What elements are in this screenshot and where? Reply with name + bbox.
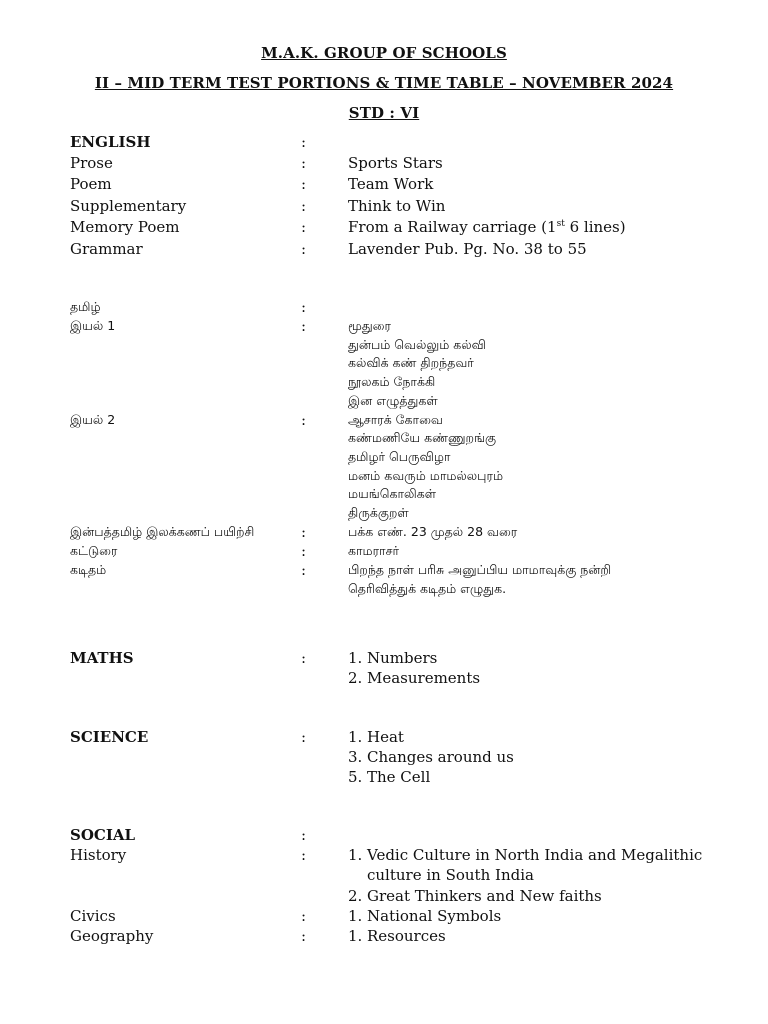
colon: : — [301, 649, 307, 667]
iyal2-lesson: மயங்கொலிகள் — [348, 486, 436, 501]
colon: : — [301, 298, 307, 316]
civics-label: Civics — [70, 907, 116, 925]
list-item: 2. Measurements — [348, 669, 481, 687]
colon: : — [301, 317, 307, 335]
geography-label: Geography — [70, 927, 154, 945]
tamil-heading: தமிழ் — [70, 299, 101, 314]
iyal2-lesson: தமிழர் பெருவிழா — [348, 449, 451, 464]
essay-label: கட்டுரை — [70, 543, 118, 558]
iyal2-lesson: கண்மணியே கண்ணுறங்கு — [348, 430, 497, 445]
maths-heading: MATHS — [70, 649, 134, 667]
supplementary-label: Supplementary — [70, 197, 187, 215]
iyal2-lesson: மனம் கவரும் மாமல்லபுரம் — [348, 468, 504, 483]
grammar-practice-label: இன்பத்தமிழ் இலக்கணப் பயிற்சி — [70, 524, 255, 539]
colon: : — [301, 218, 307, 236]
document-title: II – MID TERM TEST PORTIONS & TIME TABLE – NOVEMBER 2024 — [94, 74, 674, 92]
colon: : — [301, 175, 307, 193]
letter-value: பிறந்த நாள் பரிசு அனுப்பிய மாமாவுக்கு நன்றி — [348, 562, 612, 577]
list-item: 5. The Cell — [348, 768, 431, 786]
letter-value: தெரிவித்துக் கடிதம் எழுதுக. — [348, 581, 507, 596]
iyal2-lesson: ஆசாரக் கோவை — [348, 412, 443, 427]
grammar-value: Lavender Pub. Pg. No. 38 to 55 — [348, 240, 587, 258]
memory-poem-label: Memory Poem — [70, 218, 180, 236]
colon: : — [301, 826, 307, 844]
colon: : — [301, 133, 307, 151]
list-item: 1. Resources — [348, 927, 446, 945]
list-item: 3. Changes around us — [348, 748, 514, 766]
list-item: 1. National Symbols — [348, 907, 502, 925]
colon: : — [301, 240, 307, 258]
colon: : — [301, 197, 307, 215]
iyal1-lesson: துன்பம் வெல்லும் கல்வி — [348, 337, 486, 352]
memory-poem-value: From a Railway carriage (1st 6 lines) — [348, 218, 626, 236]
colon: : — [301, 154, 307, 172]
colon: : — [301, 846, 307, 864]
standard-label: STD : VI — [348, 104, 420, 122]
iyal1-lesson: கல்விக் கண் திறந்தவர் — [348, 355, 474, 370]
colon: : — [301, 411, 307, 429]
colon: : — [301, 907, 307, 925]
supplementary-value: Think to Win — [348, 197, 446, 215]
poem-value: Team Work — [348, 175, 434, 193]
list-item: 2. Great Thinkers and New faiths — [348, 887, 602, 905]
list-item: 1. Numbers — [348, 649, 438, 667]
iyal2-label: இயல் 2 — [70, 412, 116, 427]
history-label: History — [70, 846, 127, 864]
colon: : — [301, 927, 307, 945]
essay-value: காமராசர் — [348, 543, 400, 558]
letter-label: கடிதம் — [70, 562, 107, 577]
colon: : — [301, 523, 307, 541]
iyal2-lesson: திருக்குறள் — [348, 505, 409, 520]
english-heading: ENGLISH — [70, 133, 151, 151]
social-heading: SOCIAL — [70, 826, 136, 844]
colon: : — [301, 561, 307, 579]
list-item: 1. Vedic Culture in North India and Megalithic — [348, 846, 703, 864]
iyal1-label: இயல் 1 — [70, 318, 116, 333]
iyal1-lesson: இன எழுத்துகள் — [348, 393, 438, 408]
list-item-continuation: culture in South India — [367, 866, 534, 884]
prose-label: Prose — [70, 154, 113, 172]
iyal1-lesson: நூலகம் நோக்கி — [348, 374, 436, 389]
colon: : — [301, 728, 307, 746]
iyal1-lesson: மூதுரை — [348, 318, 391, 333]
poem-label: Poem — [70, 175, 112, 193]
prose-value: Sports Stars — [348, 154, 443, 172]
grammar-practice-value: பக்க எண். 23 முதல் 28 வரை — [348, 524, 518, 539]
colon: : — [301, 542, 307, 560]
grammar-label: Grammar — [70, 240, 143, 258]
list-item: 1. Heat — [348, 728, 404, 746]
school-name: M.A.K. GROUP OF SCHOOLS — [261, 44, 507, 62]
science-heading: SCIENCE — [70, 728, 149, 746]
